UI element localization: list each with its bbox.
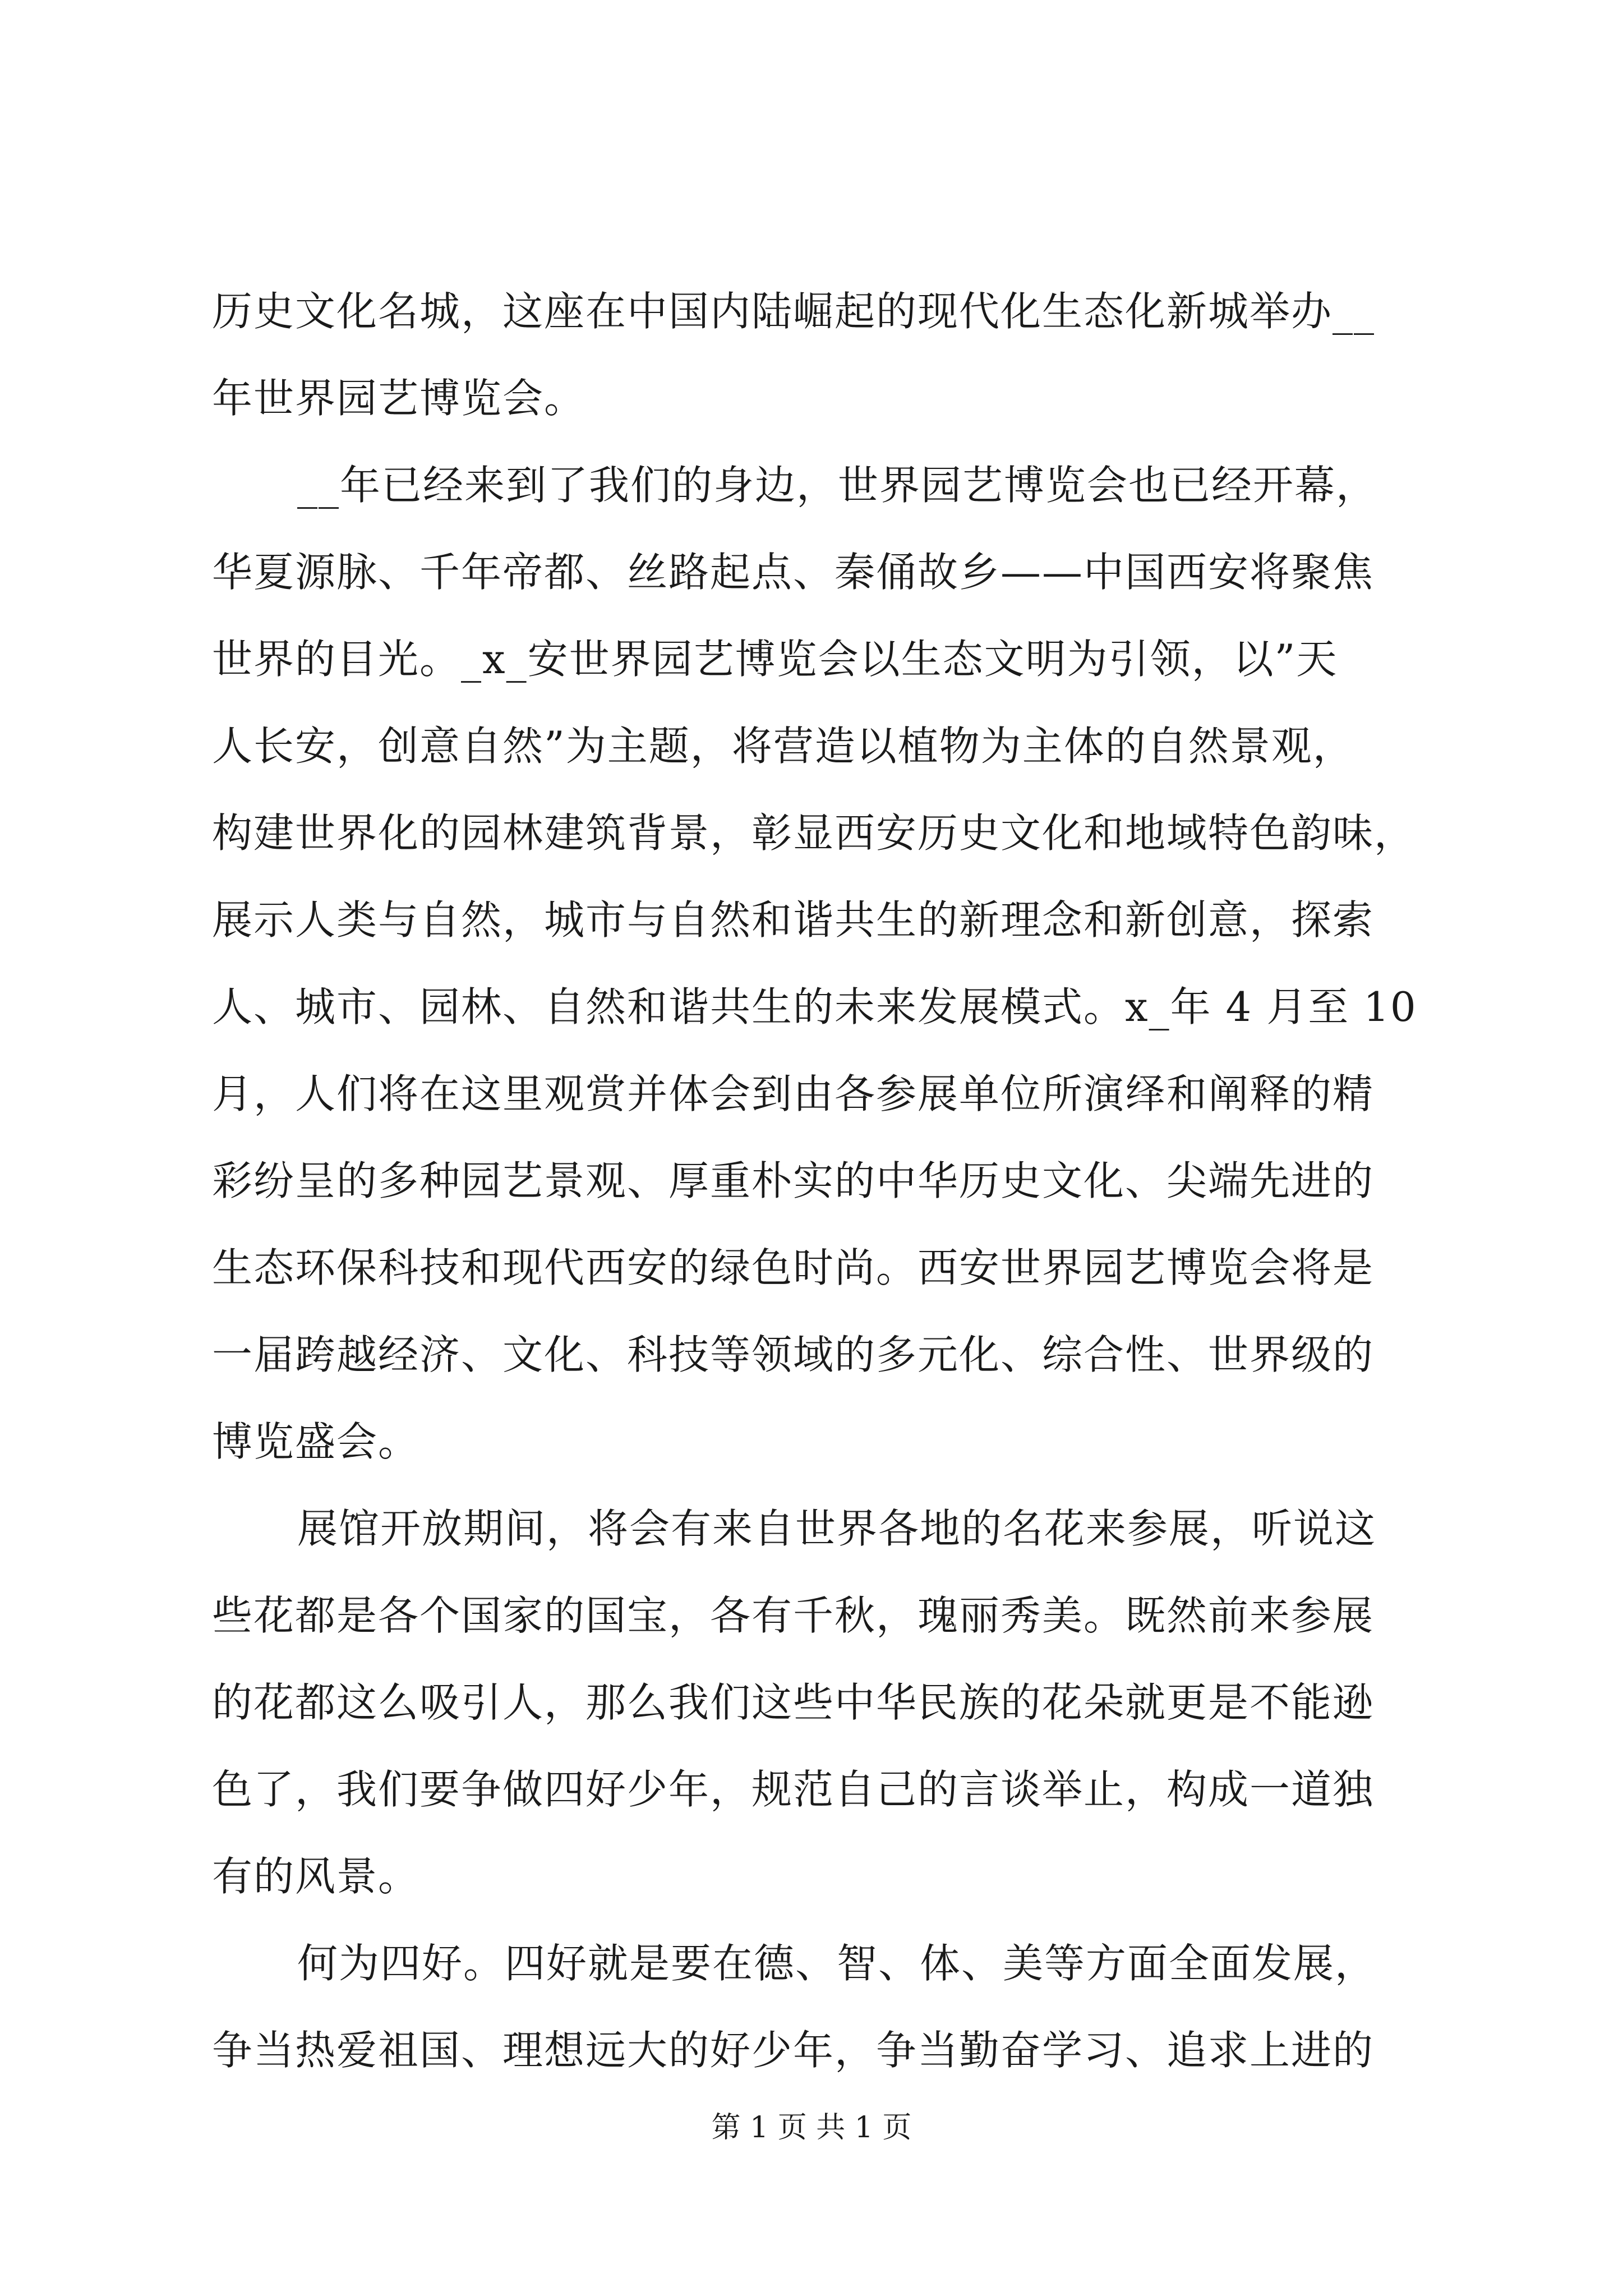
text-line: 华夏源脉、千年帝都、丝路起点、秦俑故乡——中国西安将聚焦 <box>212 549 1375 596</box>
text-line: 月，人们将在这里观赏并体会到由各参展单位所演绎和阐释的精 <box>212 1070 1375 1117</box>
page-footer: 第 1 页 共 1 页 <box>711 2111 912 2145</box>
text-line: 有的风景。 <box>212 1853 420 1900</box>
text-line: 构建世界化的园林建筑背景，彰显西安历史文化和地域特色韵味， <box>212 809 1416 857</box>
paragraph-first-line: 展馆开放期间，将会有来自世界各地的名花来参展，听说这 <box>297 1505 1377 1552</box>
text-line: 人、城市、园林、自然和谐共生的未来发展模式。x_年 4 月至 10 <box>212 983 1417 1030</box>
text-line: 历史文化名城，这座在中国内陆崛起的现代化生态化新城举办__ <box>212 288 1376 335</box>
text-line: 世界的目光。_x_安世界园艺博览会以生态文明为引领，以”天 <box>212 636 1338 683</box>
text-line: 些花都是各个国家的国宝，各有千秋，瑰丽秀美。既然前来参展 <box>212 1592 1375 1639</box>
paragraph-first-line: __年已经来到了我们的身边，世界园艺博览会也已经开幕， <box>297 462 1378 509</box>
text-line: 生态环保科技和现代西安的绿色时尚。西安世界园艺博览会将是 <box>212 1244 1375 1291</box>
paragraph-first-line: 何为四好。四好就是要在德、智、体、美等方面全面发展， <box>297 1940 1377 1987</box>
text-line: 博览盛会。 <box>212 1418 420 1465</box>
text-line: 展示人类与自然，城市与自然和谐共生的新理念和新创意，探索 <box>212 896 1375 944</box>
text-line: 色了，我们要争做四好少年，规范自己的言谈举止，构成一道独 <box>212 1766 1375 1813</box>
text-line: 一届跨越经济、文化、科技等领域的多元化、综合性、世界级的 <box>212 1331 1375 1378</box>
text-line: 彩纷呈的多种园艺景观、厚重朴实的中华历史文化、尖端先进的 <box>212 1157 1375 1204</box>
text-line: 年世界园艺博览会。 <box>212 375 586 422</box>
text-line: 人长安，创意自然”为主题，将营造以植物为主体的自然景观， <box>212 723 1354 770</box>
text-line: 的花都这么吸引人，那么我们这些中华民族的花朵就更是不能逊 <box>212 1679 1375 1726</box>
text-line: 争当热爱祖国、理想远大的好少年，争当勤奋学习、追求上进的 <box>212 2027 1375 2074</box>
